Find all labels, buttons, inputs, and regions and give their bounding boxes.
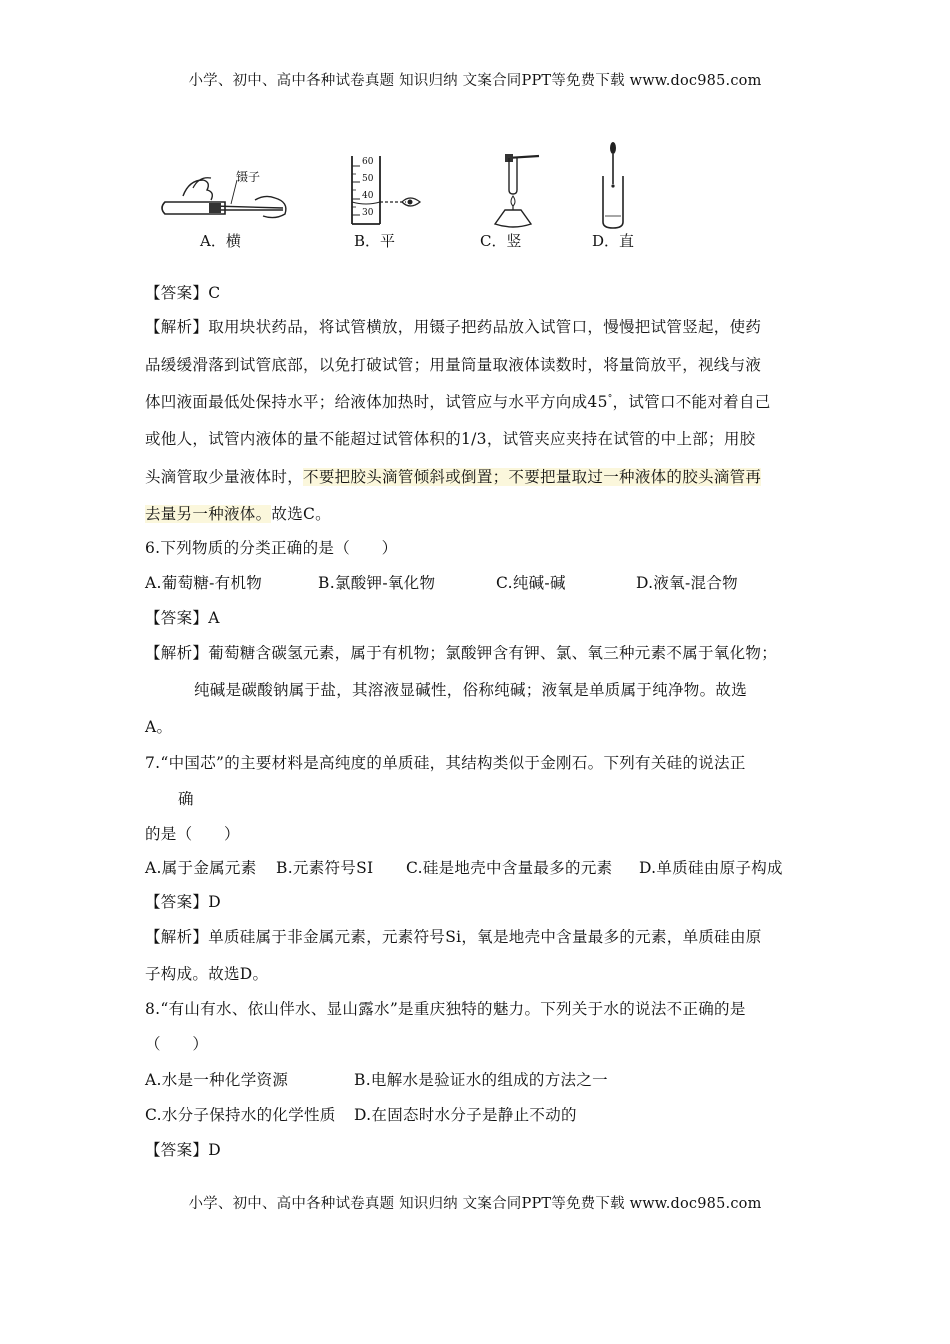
q6-option-c: C.纯碱-碱: [496, 574, 566, 592]
q7-question-line-3: 的是（ ）: [145, 825, 240, 843]
figure-d-dropper-tube: [593, 140, 633, 230]
figure-b-graduated-cylinder: [340, 152, 430, 232]
q7-option-c: C.硅是地壳中含量最多的元素: [406, 859, 613, 877]
q5-analysis-line-3-rest: ，试管口不能对着自己: [612, 393, 771, 411]
figure-a-horizontal-tube: [155, 150, 295, 230]
q6-analysis-line-1: 【解析】葡萄糖含碳氢元素，属于有机物；氯酸钾含有钾、氯、氧三种元素不属于氧化物；: [145, 644, 778, 662]
q7-option-d: D.单质硅由原子构成: [639, 859, 783, 877]
q8-option-d: D.在固态时水分子是静止不动的: [354, 1106, 577, 1124]
q8-question-line-2: （ ）: [145, 1035, 209, 1053]
q8-option-a: A.水是一种化学资源: [145, 1071, 289, 1089]
q5-conclusion: 故选C。: [271, 505, 331, 523]
q6-option-a: A.葡萄糖-有机物: [145, 574, 263, 592]
q6-question: 6.下列物质的分类正确的是（ ）: [145, 539, 398, 557]
q8-question-line-1: 8.“有山有水、依山伴水、显山露水”是重庆独特的魅力。下列关于水的说法不正确的是: [145, 1000, 746, 1018]
page-header: 小学、初中、高中各种试卷真题 知识归纳 文案合同PPT等免费下载 www.doc985.com: [188, 73, 762, 89]
figure-b-label: B．平: [354, 232, 396, 250]
q5-analysis-line-6: [145, 502, 331, 524]
q6-option-b: B.氯酸钾-氧化物: [318, 574, 436, 592]
q5-analysis-line-2: 品缓缓滑落到试管底部，以免打破试管；用量筒量取液体读数时，将量筒放平，视线与液: [145, 356, 762, 374]
q7-question-line-2: 确: [178, 790, 194, 808]
q5-analysis-line-4: 或他人，试管内液体的量不能超过试管体积的1/3，试管夹应夹持在试管的中上部；用胶: [145, 430, 756, 448]
degree-superscript: °: [607, 393, 613, 404]
cylinder-tick-40: 40: [362, 191, 374, 201]
q6-analysis-line-3: A。: [145, 718, 173, 736]
q5-highlighted-text-2: 去量另一种液体。: [145, 505, 272, 523]
figure-c-heating-setup: [487, 148, 557, 230]
q7-analysis-line-1: 【解析】单质硅属于非金属元素，元素符号Si，氧是地壳中含量最多的元素，单质硅由原: [145, 928, 762, 946]
q7-analysis-line-2: 子构成。故选D。: [145, 965, 269, 983]
q5-answer: 【答案】C: [145, 284, 221, 302]
q7-question-line-1: 7.“中国芯”的主要材料是高纯度的单质硅，其结构类似于金刚石。下列有关硅的说法正: [145, 754, 746, 772]
figure-c-label: C．竖: [480, 232, 522, 250]
page-footer: 小学、初中、高中各种试卷真题 知识归纳 文案合同PPT等免费下载 www.doc985.com: [188, 1196, 762, 1212]
q7-option-a: A.属于金属元素: [145, 859, 257, 877]
q5-analysis-line-3-text: 体凹液面最低处保持水平；给液体加热时，试管应与水平方向成45: [145, 393, 608, 411]
q5-analysis-line-5: [145, 465, 761, 487]
figure-a-tweezers-label: 镊子: [236, 170, 261, 184]
figure-d-label: D．直: [592, 232, 635, 250]
q7-answer: 【答案】D: [145, 893, 221, 911]
q5-analysis-line-5-text: 头滴管取少量液体时，: [145, 468, 304, 486]
figure-a-label: A．横: [200, 232, 241, 250]
cylinder-tick-60: 60: [362, 157, 374, 167]
q8-option-b: B.电解水是验证水的组成的方法之一: [354, 1071, 608, 1089]
q6-answer: 【答案】A: [145, 609, 220, 627]
cylinder-tick-50: 50: [362, 174, 374, 184]
q7-option-b: B.元素符号SI: [276, 859, 374, 877]
cylinder-tick-30: 30: [362, 208, 374, 218]
q5-analysis-line-3: [145, 390, 771, 412]
q5-analysis-line-1: 【解析】取用块状药品，将试管横放，用镊子把药品放入试管口，慢慢把试管竖起，使药: [145, 318, 762, 336]
q6-analysis-line-2: 纯碱是碳酸钠属于盐，其溶液显碱性，俗称纯碱；液氧是单质属于纯净物。故选: [194, 681, 748, 699]
q5-highlighted-text: 不要把胶头滴管倾斜或倒置；不要把量取过一种液体的胶头滴管再: [303, 468, 762, 486]
q8-answer: 【答案】D: [145, 1141, 221, 1159]
q8-option-c: C.水分子保持水的化学性质: [145, 1106, 336, 1124]
q6-option-d: D.液氧-混合物: [636, 574, 738, 592]
